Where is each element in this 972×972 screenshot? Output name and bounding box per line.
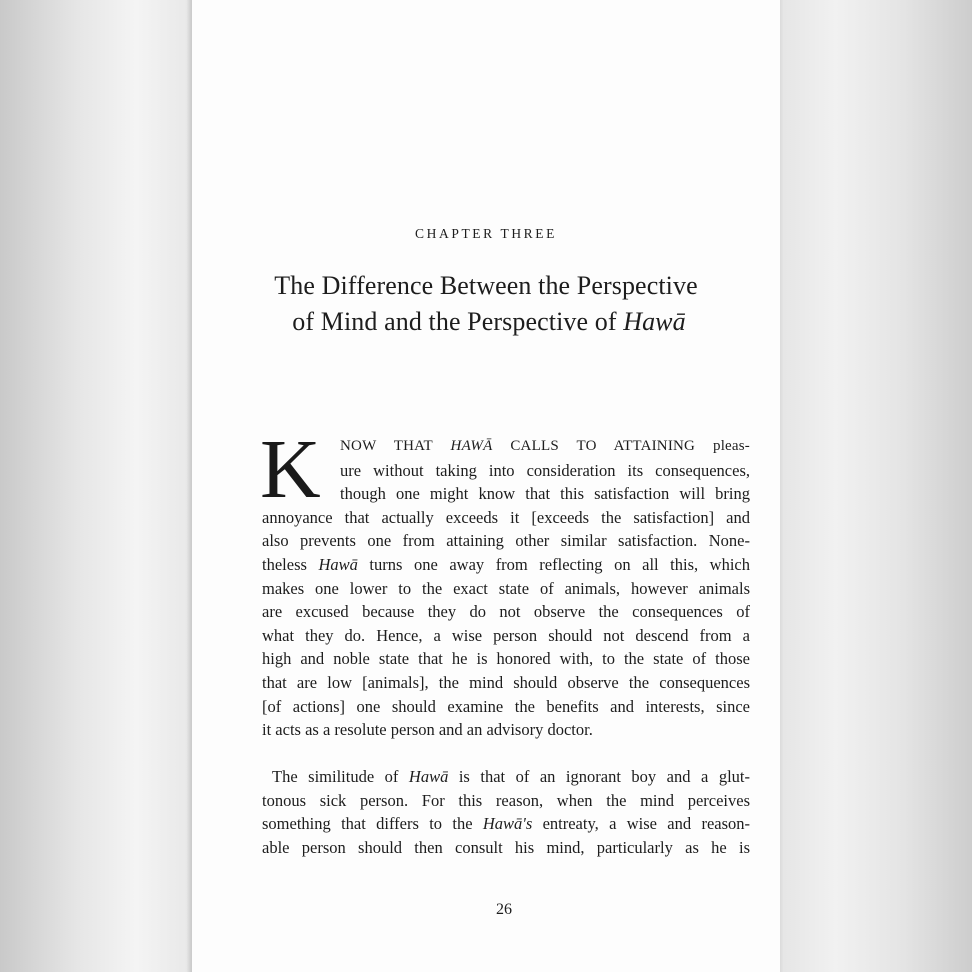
hawa-term: Hawā [318,554,358,574]
hawa-term: Hawā's [482,814,533,834]
line-text: The similitude of [272,767,409,786]
paragraph-line: annoyance that actually exceeds it [exceeds the satisfaction] and [262,507,750,527]
paragraph-line [262,433,750,459]
paragraph-line: are excused because they do not observe the consequences of [262,602,750,622]
chapter-title [192,268,780,340]
paragraph-line: able person should then consult his mind, particularly as he is [262,837,750,857]
paragraph-line: though one might know that this satisfaction will bring [340,484,750,504]
paragraph-line: tonous sick person. For this reason, when the mind perceives [262,790,750,810]
paragraph-line [262,812,750,836]
line-text: something that differs to the [262,814,483,834]
paragraph-1 [262,433,750,742]
line-text: turns one away from reflecting on all this, which [357,554,750,574]
line-text: NOW THAT [340,438,451,454]
paragraph-line: [of actions] one should examine the benefits and interests, since [262,696,750,716]
paragraph-line: it acts as a resolute person and an advisory doctor. [262,720,593,740]
line-text: CALLS TO ATTAINING pleas- [492,438,751,454]
paragraph-line: also prevents one from attaining other similar satisfaction. None- [262,531,750,551]
drop-cap: K [260,423,321,516]
line-text: entreaty, a wise and reason- [532,814,751,834]
paragraph-line [262,765,750,789]
line-text: is that of an ignorant boy and a glut- [448,767,750,786]
chapter-label: CHAPTER THREE [415,226,557,241]
title-line-2-text: of Mind and the Perspective of [292,307,624,336]
hawa-term: Hawā [408,767,449,786]
paragraph-line: makes one lower to the exact state of animals, however animals [262,578,750,598]
line-text: theless [262,554,319,574]
paragraph-2 [262,765,750,859]
hawa-term: HAWĀ [450,438,493,454]
title-line-1: The Difference Between the Perspective [274,271,698,300]
paragraph-line: what they do. Hence, a wise person should not descend from a [262,625,750,645]
paragraph-line: that are low [animals], the mind should observe the consequences [262,672,750,692]
paragraph-line: ure without taking into consideration its consequences, [340,460,750,480]
paragraph-line: high and noble state that he is honored with, to the state of those [262,649,750,669]
paragraph-line [262,553,750,577]
page-number: 26 [496,901,512,918]
book-page [192,0,780,972]
title-line-2 [192,304,780,340]
title-term: Hawā [623,307,686,336]
